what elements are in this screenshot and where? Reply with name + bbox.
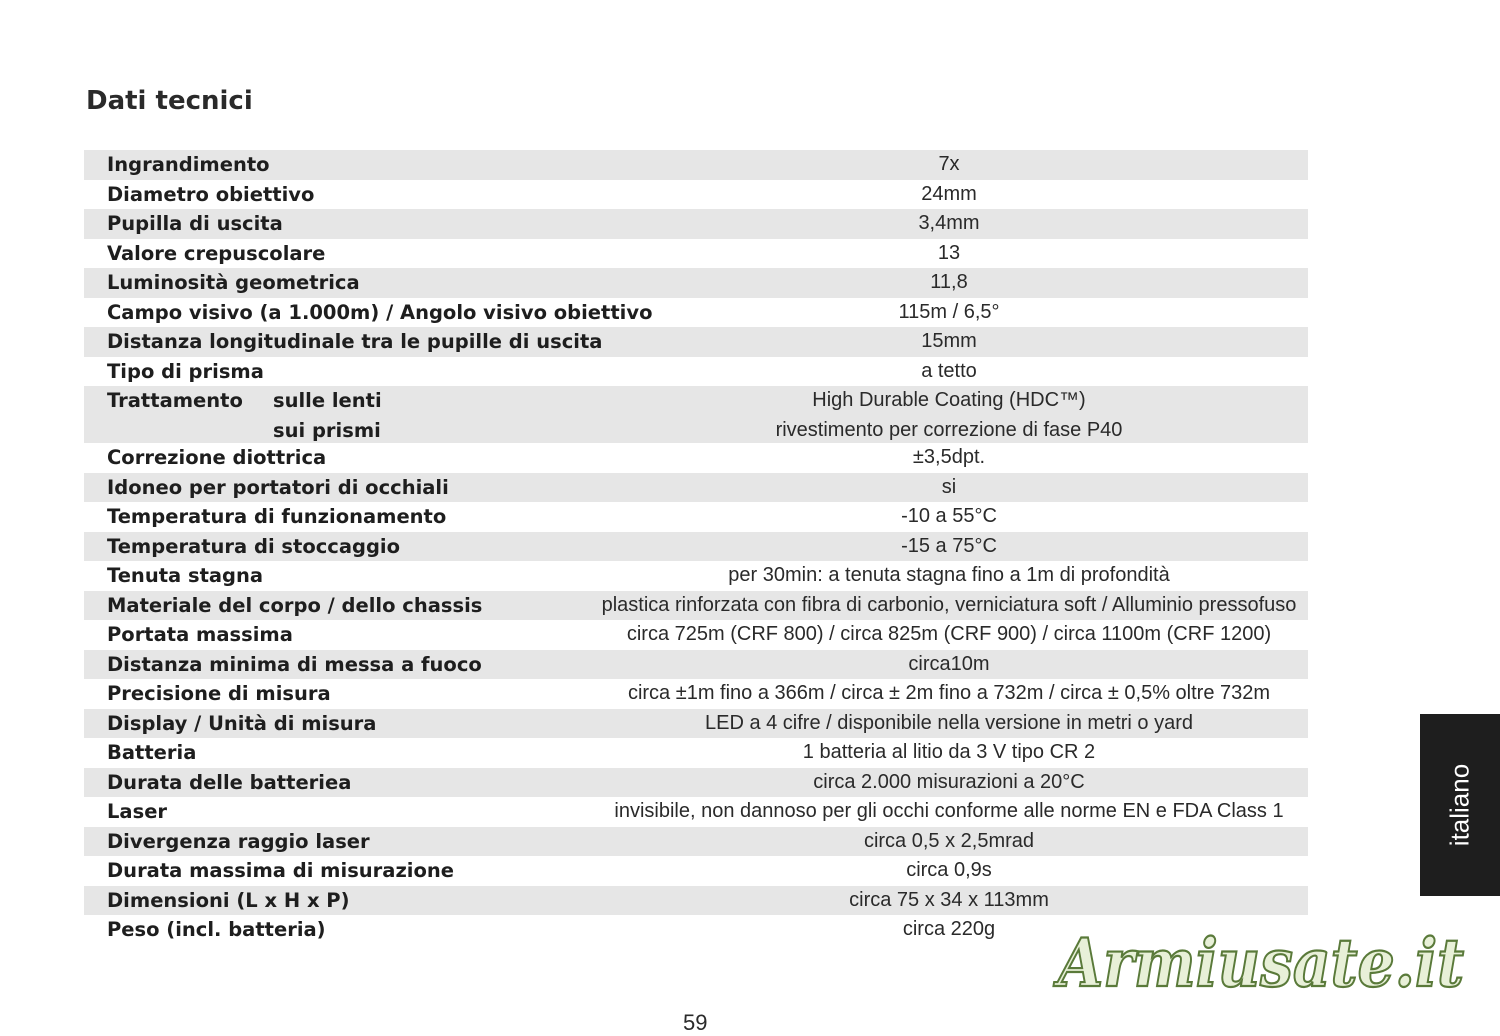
row-value: -10 a 55°C bbox=[901, 505, 997, 527]
language-tab bbox=[1420, 714, 1500, 896]
row-value: plastica rinforzata con fibra di carbonio, verniciatura soft / Alluminio pressofuso bbox=[601, 593, 1297, 616]
row-label: Display / Unità di misura bbox=[107, 711, 377, 735]
table-row bbox=[84, 180, 1308, 210]
row-value: per 30min: a tenuta stagna fino a 1m di profondità bbox=[728, 564, 1170, 586]
row-value: circa 0,9s bbox=[906, 859, 992, 881]
coating-value-lenses: High Durable Coating (HDC™) bbox=[812, 389, 1086, 411]
row-label: Laser bbox=[107, 800, 168, 823]
coating-sublabel-lenses: sulle lenti bbox=[273, 389, 382, 412]
row-value: 7x bbox=[938, 153, 960, 175]
row-label: Portata massima bbox=[107, 623, 293, 646]
page-title: Dati tecnici bbox=[86, 86, 253, 116]
row-value: 115m / 6,5° bbox=[898, 300, 1000, 323]
table-row bbox=[84, 561, 1308, 591]
row-label: Distanza minima di messa a fuoco bbox=[107, 652, 482, 676]
coating-label: Trattamento bbox=[107, 389, 243, 412]
table-row bbox=[84, 532, 1308, 562]
row-label: Campo visivo (a 1.000m) / Angolo visivo obiettivo bbox=[107, 300, 653, 324]
table-row bbox=[84, 239, 1308, 269]
row-value: LED a 4 cifre / disponibile nella versione in metri o yard bbox=[704, 711, 1194, 734]
row-value: 1 batteria al litio da 3 V tipo CR 2 bbox=[802, 741, 1096, 763]
row-label: Idoneo per portatori di occhiali bbox=[107, 475, 449, 499]
table-row bbox=[84, 886, 1308, 916]
row-value: circa 220g bbox=[902, 918, 996, 940]
table-row bbox=[84, 709, 1308, 739]
row-value: si bbox=[941, 475, 957, 498]
table-row bbox=[84, 443, 1308, 473]
row-value: ±3,5dpt. bbox=[912, 446, 986, 468]
row-label: Durata delle batteriea bbox=[107, 770, 352, 794]
row-value: 3,4mm bbox=[918, 212, 980, 234]
row-value: 13 bbox=[937, 241, 961, 264]
row-label: Tipo di prisma bbox=[107, 359, 264, 383]
table-row bbox=[84, 209, 1308, 239]
coating-value-prisms: rivestimento per correzione di fase P40 bbox=[775, 418, 1123, 441]
row-label: Diametro obiettivo bbox=[107, 182, 315, 206]
row-label: Peso (incl. batteria) bbox=[107, 918, 326, 941]
table-row bbox=[84, 357, 1308, 387]
row-label: Temperatura di funzionamento bbox=[107, 505, 447, 528]
row-label: Valore crepuscolare bbox=[107, 241, 326, 265]
table-row bbox=[84, 620, 1308, 650]
table-row bbox=[84, 856, 1308, 886]
row-label: Tenuta stagna bbox=[107, 564, 264, 587]
row-label: Materiale del corpo / dello chassis bbox=[107, 593, 483, 617]
watermark-text: Armiusate.it bbox=[1052, 924, 1464, 1002]
row-value bbox=[554, 386, 1308, 445]
row-value: circa 75 x 34 x 113mm bbox=[849, 888, 1049, 911]
table-row bbox=[84, 298, 1308, 328]
page-number: 59 bbox=[683, 1010, 708, 1035]
row-label: Temperatura di stoccaggio bbox=[107, 534, 401, 558]
table-row-coating bbox=[84, 386, 1308, 443]
table-row bbox=[84, 591, 1308, 621]
table-row bbox=[84, 797, 1308, 827]
row-label: Durata massima di misurazione bbox=[107, 859, 454, 882]
row-value: a tetto bbox=[921, 359, 977, 382]
row-value: 24mm bbox=[921, 182, 977, 205]
row-value: 11,8 bbox=[930, 271, 968, 293]
row-label: Correzione diottrica bbox=[107, 446, 327, 469]
language-tab-label: italiano bbox=[1444, 763, 1475, 847]
table-row bbox=[84, 679, 1308, 709]
table-row bbox=[84, 502, 1308, 532]
coating-sublabel-prisms: sui prismi bbox=[273, 418, 381, 442]
row-value: invisibile, non dannoso per gli occhi conforme alle norme EN e FDA Class 1 bbox=[614, 800, 1284, 822]
row-label: Pupilla di uscita bbox=[107, 212, 283, 235]
table-row bbox=[84, 268, 1308, 298]
row-label bbox=[84, 386, 554, 445]
row-label: Ingrandimento bbox=[107, 153, 270, 176]
row-value: circa 0,5 x 2,5mrad bbox=[863, 829, 1035, 852]
row-label: Batteria bbox=[107, 741, 197, 764]
row-value: 15mm bbox=[921, 330, 977, 352]
table-row bbox=[84, 650, 1308, 680]
row-label: Divergenza raggio laser bbox=[107, 829, 370, 853]
watermark-logo bbox=[1052, 916, 1472, 1008]
table-row bbox=[84, 827, 1308, 857]
row-value: circa 2.000 misurazioni a 20°C bbox=[813, 770, 1085, 793]
table-row bbox=[84, 150, 1308, 180]
row-label: Distanza longitudinale tra le pupille di uscita bbox=[107, 330, 603, 353]
row-value: -15 a 75°C bbox=[901, 534, 997, 557]
table-row bbox=[84, 738, 1308, 768]
row-label: Luminosità geometrica bbox=[107, 271, 360, 294]
row-value: circa 725m (CRF 800) / circa 825m (CRF 900) / circa 1100m (CRF 1200) bbox=[626, 623, 1272, 645]
table-row bbox=[84, 768, 1308, 798]
table-row bbox=[84, 473, 1308, 503]
row-label: Precisione di misura bbox=[107, 682, 331, 705]
coating-sublabels bbox=[273, 386, 382, 445]
row-value: circa ±1m fino a 366m / circa ± 2m fino a 732m / circa ± 0,5% oltre 732m bbox=[627, 682, 1271, 704]
spec-table bbox=[84, 150, 1308, 945]
row-value: circa10m bbox=[908, 652, 990, 675]
table-row bbox=[84, 327, 1308, 357]
row-label: Dimensioni (L x H x P) bbox=[107, 888, 350, 912]
